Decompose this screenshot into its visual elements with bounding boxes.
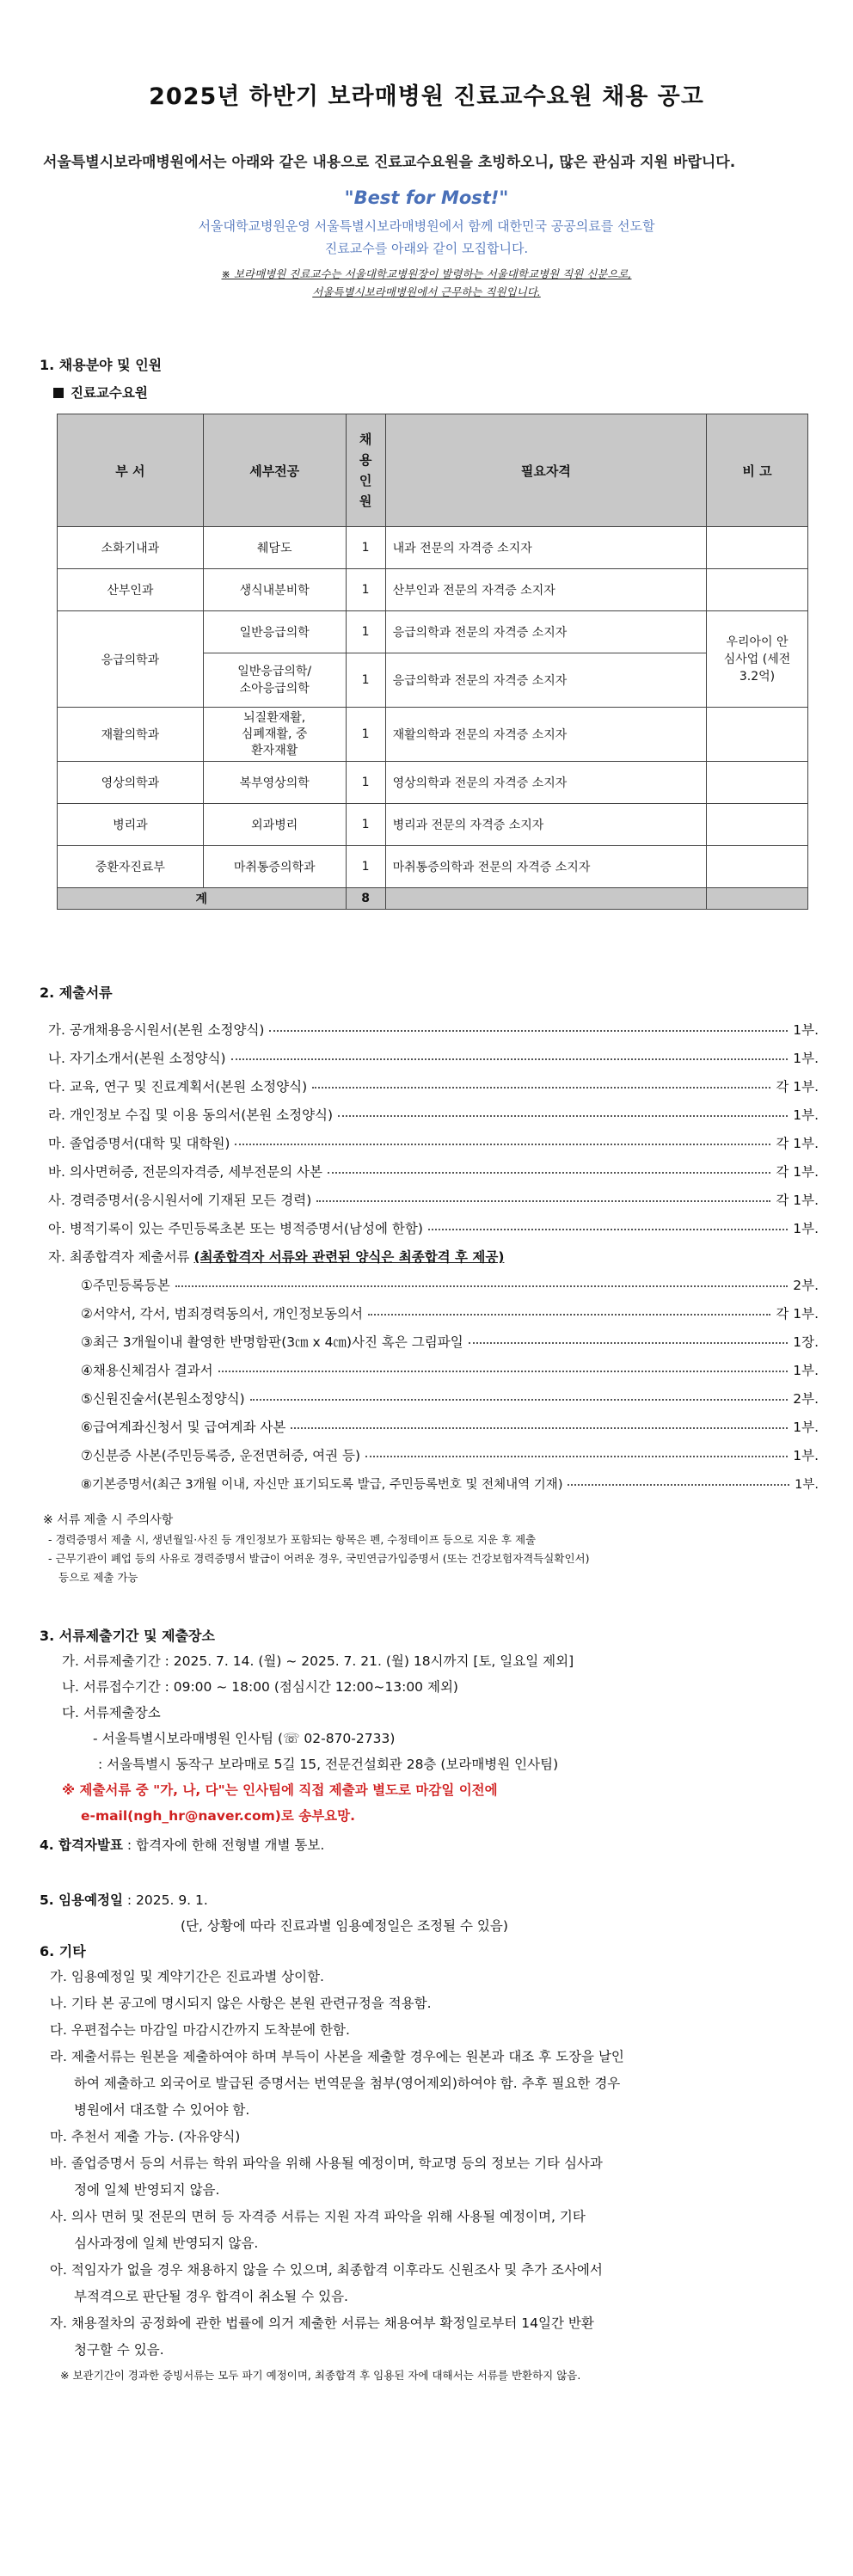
header-req: 필요자격: [385, 414, 706, 527]
cell-num: 1: [346, 804, 385, 846]
status-note: [34, 265, 819, 301]
footnote: ※ 보관기간이 경과한 증빙서류는 모두 파기 예정이며, 최종합격 후 임용된 자에 대해서는 서류를 반환하지 않음.: [60, 2369, 581, 2382]
cell-note: [707, 846, 808, 888]
table-row: [58, 846, 808, 888]
list-item: ②서약서, 각서, 범죄경력동의서, 개인정보동의서 각 1부.: [81, 1306, 819, 1322]
cell-dept: 영상의학과: [58, 762, 204, 804]
cell-num: 1: [346, 569, 385, 611]
cell-num: 1: [346, 846, 385, 888]
cell-req: 재활의학과 전문의 자격증 소지자: [385, 708, 706, 762]
email-notice-1: ※ 제출서류 중 "가, 나, 다"는 인사팀에 직접 제출과 별도로 마감일 이전에: [62, 1782, 498, 1798]
submit-hours: 나. 서류접수기간 : 09:00 ~ 18:00 (점심시간 12:00~13:00 제외): [62, 1679, 458, 1695]
list-item: 마. 졸업증명서(대학 및 대학원) 각 1부.: [48, 1136, 819, 1151]
header-spec: 세부전공: [203, 414, 346, 527]
cell-spec: 생식내분비학: [203, 569, 346, 611]
subtitle-text: 진료교수요원: [71, 385, 148, 401]
list-item: ①주민등록등본 2부.: [81, 1278, 819, 1293]
section-5-note: (단, 상황에 따라 진료과별 임용예정일은 조정될 수 있음): [181, 1918, 508, 1934]
cell-note: [707, 527, 808, 569]
recruit-message-line1: 서울대학교병원운영 서울특별시보라매병원에서 함께 대한민국 공공의료를 선도할: [198, 218, 655, 234]
submit-place: 다. 서류제출장소: [62, 1705, 161, 1720]
cell-spec: 뇌질환재활, 심폐재활, 중환자재활: [203, 708, 346, 762]
cell-dept: 재활의학과: [58, 708, 204, 762]
section-5: [34, 1887, 819, 1913]
cell-num: 1: [346, 708, 385, 762]
list-item: 라. 개인정보 수집 및 이용 동의서(본원 소정양식) 1부.: [48, 1107, 819, 1123]
header-dept: 부 서: [58, 414, 204, 527]
list-item: ⑧기본증명서(최근 3개월 이내, 자신만 표기되도록 발급, 주민등록번호 및 전체내역 기재) 1부.: [81, 1478, 819, 1492]
section-6-title: 6. 기타: [40, 1943, 86, 1960]
page-title: 2025년 하반기 보라매병원 진료교수요원 채용 공고: [149, 83, 704, 110]
cell-dept: 소화기내과: [58, 527, 204, 569]
cell-num: 1: [346, 762, 385, 804]
cell-dept: 중환자진료부: [58, 846, 204, 888]
list-item: ⑦신분증 사본(주민등록증, 운전면허증, 여권 등) 1부.: [81, 1448, 819, 1463]
table-header-row: [58, 414, 808, 527]
section-5-date: : 2025. 9. 1.: [122, 1892, 208, 1908]
list-item: 나. 자기소개서(본원 소정양식) 1부.: [48, 1051, 819, 1066]
table-total-row: [58, 888, 808, 910]
section-1-title: 1. 채용분야 및 인원: [40, 357, 163, 373]
cell-spec: 일반응급의학: [203, 611, 346, 653]
slogan: "Best for Most!": [344, 187, 509, 208]
section-3-body: [34, 1648, 819, 1829]
email-notice-2: e-mail(ngh_hr@naver.com)로 송부요망.: [81, 1808, 356, 1824]
header-num: 채 용 인 원: [346, 414, 385, 527]
intro-text: 서울특별시보라매병원에서는 아래와 같은 내용으로 진료교수요원을 초빙하오니, 많은 관심과 지원 바랍니다.: [43, 154, 736, 171]
cell-req: 병리과 전문의 자격증 소지자: [385, 804, 706, 846]
list-item: 가. 임용예정일 및 계약기간은 진료과별 상이함.: [50, 1969, 324, 1984]
caution-notes: [34, 1510, 819, 1587]
table-row: [58, 762, 808, 804]
cell-note: [707, 569, 808, 611]
section-4-text: : 합격자에 한해 전형별 개별 통보.: [122, 1837, 325, 1853]
cell-num: 1: [346, 611, 385, 653]
recruit-message-line2: 진료교수를 아래와 같이 모집합니다.: [324, 241, 529, 256]
cell-req: 영상의학과 전문의 자격증 소지자: [385, 762, 706, 804]
documents-list: [34, 1010, 819, 1493]
cell-dept: 산부인과: [58, 569, 204, 611]
list-item: ⑥급여계좌신청서 및 급여계좌 사본 1부.: [81, 1420, 819, 1435]
table-row: [58, 527, 808, 569]
section-2-title: 2. 제출서류: [40, 984, 113, 1001]
table-row: [58, 569, 808, 611]
table-row: [58, 708, 808, 762]
caution-line: 등으로 제출 가능: [58, 1571, 138, 1584]
header-note: 비 고: [707, 414, 808, 527]
cell-req: 응급의학과 전문의 자격증 소지자: [385, 653, 706, 708]
misc-list: [34, 1964, 819, 2364]
cell-note: [707, 804, 808, 846]
list-item-cont: 정에 일체 반영되지 않음.: [74, 2182, 220, 2198]
status-note-line1: ※ 보라매병원 진료교수는 서울대학교병원장이 발령하는 서울대학교병원 직원 신분으로,: [221, 267, 632, 280]
cell-note: 우리아이 안심사업 (세전 3.2억): [707, 611, 808, 708]
list-item: 바. 졸업증명서 등의 서류는 학위 파악을 위해 사용될 예정이며, 학교명 등의 정보는 기타 심사과: [50, 2156, 603, 2171]
list-item-cont: 부적격으로 판단될 경우 합격이 취소될 수 있음.: [74, 2289, 348, 2304]
section-1-subtitle: [34, 383, 819, 402]
total-empty: [385, 888, 706, 910]
list-item-cont: 청구할 수 있음.: [74, 2342, 164, 2358]
cell-num: 1: [346, 653, 385, 708]
caution-title: ※ 서류 제출 시 주의사항: [43, 1513, 174, 1527]
list-item: 라. 제출서류는 원본을 제출하여야 하며 부득이 사본을 제출할 경우에는 원본과 대조 후 도장을 날인: [50, 2049, 624, 2064]
table-row: [58, 611, 808, 653]
final-docs-heading: 자. 최종합격자 제출서류 (최종합격자 서류와 관련된 양식은 최종합격 후 제공): [48, 1249, 505, 1265]
caution-line: - 근무기관이 폐업 등의 사유로 경력증명서 발급이 어려운 경우, 국민연금가입증명서 (또는 건강보험자격득실확인서): [48, 1552, 590, 1565]
cell-dept: 응급의학과: [58, 611, 204, 708]
total-empty: [707, 888, 808, 910]
recruit-message: [34, 215, 819, 260]
cell-spec: 일반응급의학/ 소아응급의학: [203, 653, 346, 708]
total-value: 8: [346, 888, 385, 910]
list-item: 아. 병적기록이 있는 주민등록초본 또는 병적증명서(남성에 한함) 1부.: [48, 1221, 819, 1236]
list-item: 다. 교육, 연구 및 진료계획서(본원 소정양식) 각 1부.: [48, 1079, 819, 1095]
recruit-table: [57, 414, 808, 910]
table-row: [58, 804, 808, 846]
cell-req: 마취통증의학과 전문의 자격증 소지자: [385, 846, 706, 888]
cell-spec: 마취통증의학과: [203, 846, 346, 888]
cell-dept: 병리과: [58, 804, 204, 846]
list-item: 사. 의사 면허 및 전문의 면허 등 자격증 서류는 지원 자격 파악을 위해 사용될 예정이며, 기타: [50, 2209, 586, 2224]
section-3-title: 3. 서류제출기간 및 제출장소: [40, 1628, 215, 1644]
cell-spec: 복부영상의학: [203, 762, 346, 804]
submit-place-1: - 서울특별시보라매병원 인사팀 (☏ 02-870-2733): [93, 1731, 396, 1746]
list-item: ④채용신체검사 결과서 1부.: [81, 1363, 819, 1378]
list-item-cont: 심사과정에 일체 반영되지 않음.: [74, 2236, 259, 2251]
cell-spec: 췌담도: [203, 527, 346, 569]
cell-req: 내과 전문의 자격증 소지자: [385, 527, 706, 569]
status-note-line2: 서울특별시보라매병원에서 근무하는 직원입니다.: [312, 285, 541, 298]
list-item: 사. 경력증명서(응시원서에 기재된 모든 경력) 각 1부.: [48, 1193, 819, 1208]
list-item: 마. 추천서 제출 가능. (자유양식): [50, 2129, 241, 2144]
cell-req: 산부인과 전문의 자격증 소지자: [385, 569, 706, 611]
list-item: ⑤신원진술서(본원소정양식) 2부.: [81, 1391, 819, 1407]
cell-spec: 외과병리: [203, 804, 346, 846]
cell-note: [707, 762, 808, 804]
list-item: 나. 기타 본 공고에 명시되지 않은 사항은 본원 관련규정을 적용함.: [50, 1996, 432, 2011]
list-item-cont: 병원에서 대조할 수 있어야 함.: [74, 2102, 250, 2118]
list-item: 가. 공개채용응시원서(본원 소정양식) 1부.: [48, 1022, 819, 1038]
submit-period: 가. 서류제출기간 : 2025. 7. 14. (월) ~ 2025. 7. 21. (월) 18시까지 [토, 일요일 제외]: [62, 1653, 574, 1669]
list-item: 바. 의사면허증, 전문의자격증, 세부전문의 사본 각 1부.: [48, 1164, 819, 1180]
section-4-title: 4. 합격자발표: [40, 1837, 123, 1853]
list-item: 아. 적임자가 없을 경우 채용하지 않을 수 있으며, 최종합격 이후라도 신원조사 및 추가 조사에서: [50, 2262, 603, 2278]
total-label: 계: [58, 888, 347, 910]
section-5-title: 5. 임용예정일: [40, 1892, 123, 1908]
cell-req: 응급의학과 전문의 자격증 소지자: [385, 611, 706, 653]
list-item-cont: 하여 제출하고 외국어로 발급된 증명서는 번역문을 첨부(영어제외)하여야 함. 추후 필요한 경우: [74, 2076, 621, 2091]
section-4: [34, 1832, 819, 1858]
caution-line: - 경력증명서 제출 시, 생년월일·사진 등 개인정보가 포함되는 항목은 펜, 수정테이프 등으로 지운 후 제출: [48, 1533, 537, 1546]
submit-place-2: : 서울특별시 동작구 보라매로 5길 15, 전문건설회관 28층 (보라매병원 인사팀): [98, 1757, 559, 1772]
list-item: 다. 우편접수는 마감일 마감시간까지 도착분에 한함.: [50, 2022, 350, 2038]
cell-note: [707, 708, 808, 762]
cell-num: 1: [346, 527, 385, 569]
square-bullet-icon: [53, 388, 64, 398]
list-item: 자. 채용절차의 공정화에 관한 법률에 의거 제출한 서류는 채용여부 확정일로부터 14일간 반환: [50, 2315, 594, 2331]
list-item: ③최근 3개월이내 촬영한 반명함판(3㎝ x 4㎝)사진 혹은 그림파일 1장.: [81, 1334, 819, 1350]
